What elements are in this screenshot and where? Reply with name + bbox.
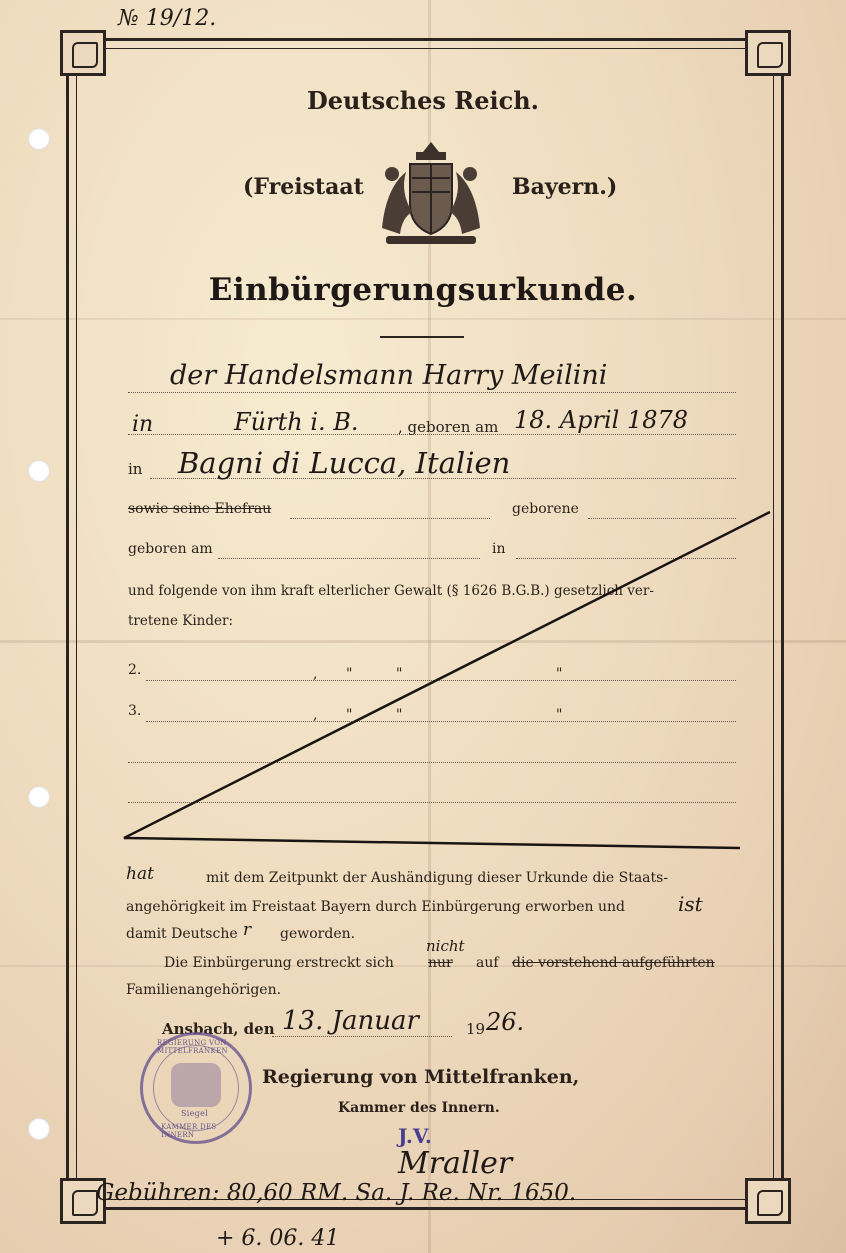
ditto-mark: " bbox=[346, 707, 353, 723]
children-intro-line1: und folgende von ihm kraft elterlicher Gewalt (§ 1626 B.G.B.) gesetzlich ver- bbox=[128, 583, 654, 599]
spouse-label-struck: sowie seine Ehefrau bbox=[128, 501, 272, 517]
fee-note-handwritten: Gebühren: 80,60 RM. Sa. J. Re. Nr. 1650. bbox=[96, 1180, 577, 1206]
ditto-mark: , bbox=[313, 666, 318, 682]
jv-stamp: J.V. bbox=[398, 1124, 432, 1148]
ditto-mark: " bbox=[396, 707, 403, 723]
children-intro-line2: tretene Kinder: bbox=[128, 613, 233, 629]
statement-line2: angehörigkeit im Freistaat Bayern durch Einbürgerung erworben und bbox=[126, 899, 625, 915]
place-date-prefix: Ansbach, den bbox=[162, 1020, 275, 1038]
statement-struck-nur: nur bbox=[428, 955, 453, 971]
residence-handwritten: Fürth i. B. bbox=[234, 408, 359, 436]
document-title: Einbürgerungsurkunde. bbox=[208, 272, 638, 308]
bottom-note-handwritten: + 6. 06. 41 bbox=[216, 1226, 340, 1251]
birthplace-label: in bbox=[128, 460, 143, 478]
dotted-line bbox=[272, 1036, 452, 1037]
year-handwritten: 26. bbox=[486, 1008, 525, 1036]
born-on-label: , geboren am bbox=[398, 418, 499, 436]
spouse-in-label: in bbox=[492, 541, 506, 557]
authority-name: Regierung von Mittelfranken, bbox=[262, 1066, 580, 1088]
ditto-mark: , bbox=[313, 707, 318, 723]
ditto-mark: " bbox=[556, 707, 563, 723]
country-title: Deutsches Reich. bbox=[306, 86, 540, 115]
official-signature: Mraller bbox=[398, 1146, 513, 1181]
spouse-born-on-label: geboren am bbox=[128, 541, 213, 557]
statement-line5: Familienangehörigen. bbox=[126, 982, 282, 998]
birth-date-handwritten: 18. April 1878 bbox=[514, 406, 689, 434]
file-number: № 19/12. bbox=[118, 6, 217, 31]
date-handwritten: 13. Januar bbox=[282, 1006, 419, 1036]
child-row-2: 2. bbox=[128, 662, 142, 678]
state-label-left: (Freistaat bbox=[243, 174, 364, 200]
state-label-right: Bayern.) bbox=[512, 174, 618, 200]
spouse-born-label: geborene bbox=[512, 501, 579, 517]
birthplace-handwritten: Bagni di Lucca, Italien bbox=[178, 446, 511, 480]
ditto-mark: " bbox=[346, 666, 353, 682]
seal-text-bottom: KAMMER DES INNERN bbox=[161, 1123, 217, 1139]
ditto-mark: " bbox=[556, 666, 563, 682]
seal-emblem bbox=[171, 1063, 221, 1107]
seal-text-top: REGIERUNG VON MITTELFRANKEN bbox=[157, 1039, 228, 1055]
statement-line3-a: damit Deutsche bbox=[126, 926, 238, 942]
statement-line4-a: Die Einbürgerung erstreckt sich bbox=[164, 955, 394, 971]
official-seal bbox=[140, 1032, 252, 1144]
department-name: Kammer des Innern. bbox=[338, 1100, 500, 1116]
statement-line3-b: geworden. bbox=[280, 926, 356, 942]
statement-handwritten-ist: ist bbox=[678, 892, 703, 916]
statement-line4-b: auf bbox=[476, 955, 499, 971]
statement-handwritten-nicht: nicht bbox=[426, 937, 465, 955]
person-name-handwritten: der Handelsmann Harry Meilini bbox=[170, 360, 608, 391]
statement-line1: mit dem Zeitpunkt der Aushändigung dieser Urkunde die Staats- bbox=[206, 870, 669, 886]
statement-handwritten-r: r bbox=[243, 920, 252, 940]
year-printed: 19 bbox=[466, 1020, 486, 1038]
statement-handwritten-prefix: hat bbox=[126, 864, 154, 884]
statement-struck-text: die vorstehend aufgeführten bbox=[512, 955, 715, 971]
ditto-mark: " bbox=[396, 666, 403, 682]
seal-text-center: Siegel bbox=[181, 1109, 208, 1118]
residence-prefix-handwritten: in bbox=[132, 412, 154, 437]
child-row-3: 3. bbox=[128, 703, 142, 719]
